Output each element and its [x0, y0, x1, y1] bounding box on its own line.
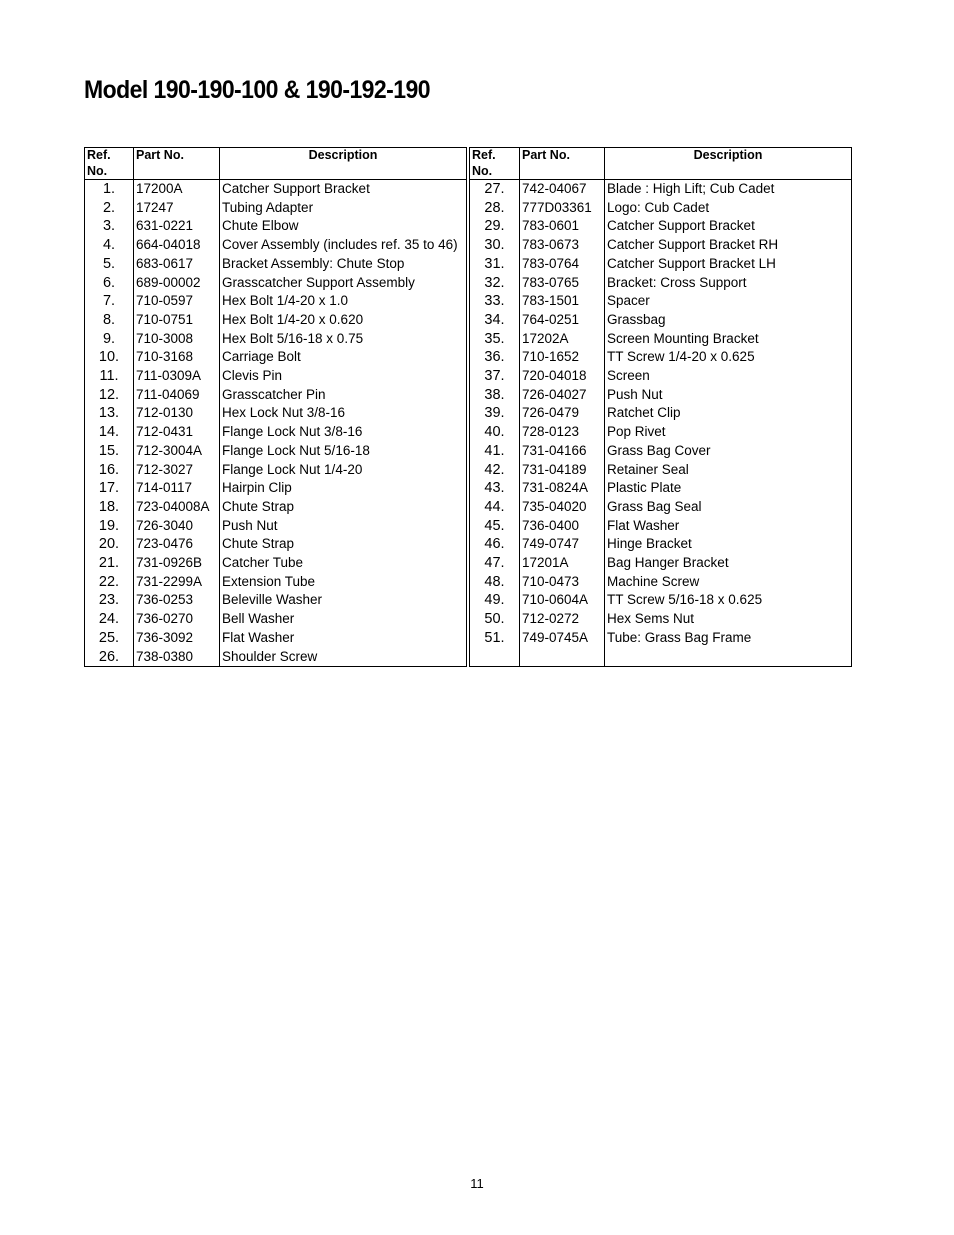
part-description: Chute Strap [220, 535, 467, 554]
part-number: 783-0765 [520, 274, 605, 293]
ref-number: 50. [470, 610, 520, 629]
part-number: 720-04018 [520, 367, 605, 386]
part-number: 731-0926B [134, 554, 220, 573]
part-number: 710-0604A [520, 591, 605, 610]
part-number: 712-3027 [134, 461, 220, 480]
part-number: 726-04027 [520, 386, 605, 405]
part-description: Hex Bolt 1/4-20 x 1.0 [220, 292, 467, 311]
table-row [470, 442, 852, 461]
table-row [470, 236, 852, 255]
part-number: 735-04020 [520, 498, 605, 517]
page-title: Model 190-190-100 & 190-192-190 [84, 76, 430, 104]
table-row [470, 330, 852, 349]
part-number: 710-3008 [134, 330, 220, 349]
table-row [470, 348, 852, 367]
ref-number: 47. [470, 554, 520, 573]
ref-number: 28. [470, 199, 520, 218]
part-number: 749-0747 [520, 535, 605, 554]
part-description: Hex Sems Nut [605, 610, 852, 629]
part-description: Catcher Support Bracket [220, 180, 467, 199]
table-row [470, 573, 852, 592]
ref-number: 13. [85, 404, 134, 423]
part-number: 738-0380 [134, 648, 220, 667]
ref-number: 6. [85, 274, 134, 293]
table-row [470, 535, 852, 554]
part-number: 712-0130 [134, 404, 220, 423]
ref-no-header: Ref. No. [85, 148, 134, 180]
part-description: TT Screw 5/16-18 x 0.625 [605, 591, 852, 610]
ref-number: 46. [470, 535, 520, 554]
table-row [85, 348, 467, 367]
part-number: 712-0272 [520, 610, 605, 629]
part-description: Catcher Support Bracket LH [605, 255, 852, 274]
part-description: Chute Strap [220, 498, 467, 517]
ref-number: 14. [85, 423, 134, 442]
ref-number: 31. [470, 255, 520, 274]
part-number: 736-0400 [520, 517, 605, 536]
ref-number: 12. [85, 386, 134, 405]
part-description: Grasscatcher Pin [220, 386, 467, 405]
ref-number: 49. [470, 591, 520, 610]
part-number: 710-3168 [134, 348, 220, 367]
ref-number: 5. [85, 255, 134, 274]
part-description: Push Nut [605, 386, 852, 405]
ref-number: 33. [470, 292, 520, 311]
table-row [85, 442, 467, 461]
ref-number: 44. [470, 498, 520, 517]
part-number: 731-2299A [134, 573, 220, 592]
table-row [470, 311, 852, 330]
table-row [470, 517, 852, 536]
part-number: 17247 [134, 199, 220, 218]
empty-cell [520, 648, 605, 667]
ref-number: 43. [470, 479, 520, 498]
part-description: Tubing Adapter [220, 199, 467, 218]
ref-number: 27. [470, 180, 520, 199]
part-description: Grasscatcher Support Assembly [220, 274, 467, 293]
part-no-header: Part No. [134, 148, 220, 180]
part-description: Spacer [605, 292, 852, 311]
parts-table-left [84, 147, 467, 667]
empty-cell [470, 648, 520, 667]
table-row [85, 648, 467, 667]
table-row [470, 367, 852, 386]
part-description: Plastic Plate [605, 479, 852, 498]
table-row [470, 386, 852, 405]
part-description: Flange Lock Nut 3/8-16 [220, 423, 467, 442]
ref-number: 16. [85, 461, 134, 480]
ref-number: 24. [85, 610, 134, 629]
table-row [470, 461, 852, 480]
part-description: Pop Rivet [605, 423, 852, 442]
part-number: 631-0221 [134, 217, 220, 236]
part-number: 711-0309A [134, 367, 220, 386]
ref-number: 20. [85, 535, 134, 554]
table-row [470, 404, 852, 423]
part-description: Retainer Seal [605, 461, 852, 480]
part-number: 711-04069 [134, 386, 220, 405]
part-description: Hex Bolt 5/16-18 x 0.75 [220, 330, 467, 349]
part-number: 783-0673 [520, 236, 605, 255]
part-description: Grass Bag Cover [605, 442, 852, 461]
ref-number: 9. [85, 330, 134, 349]
part-number: 783-0764 [520, 255, 605, 274]
table-header-row [85, 148, 467, 180]
ref-number: 34. [470, 311, 520, 330]
table-row [85, 367, 467, 386]
table-row [85, 292, 467, 311]
table-row [85, 517, 467, 536]
empty-cell [605, 648, 852, 667]
part-number: 712-3004A [134, 442, 220, 461]
ref-number: 8. [85, 311, 134, 330]
part-description: Bracket Assembly: Chute Stop [220, 255, 467, 274]
part-description: Push Nut [220, 517, 467, 536]
table-row [85, 479, 467, 498]
ref-number: 30. [470, 236, 520, 255]
ref-number: 26. [85, 648, 134, 667]
part-description: Ratchet Clip [605, 404, 852, 423]
table-row [85, 217, 467, 236]
table-row [85, 274, 467, 293]
ref-number: 45. [470, 517, 520, 536]
table-row [85, 610, 467, 629]
part-number: 736-3092 [134, 629, 220, 648]
table-row [470, 610, 852, 629]
table-row [470, 199, 852, 218]
part-number: 728-0123 [520, 423, 605, 442]
table-row [85, 386, 467, 405]
ref-number: 41. [470, 442, 520, 461]
ref-no-header: Ref. No. [470, 148, 520, 180]
ref-number: 38. [470, 386, 520, 405]
part-number: 726-0479 [520, 404, 605, 423]
part-description: Grassbag [605, 311, 852, 330]
part-number: 736-0253 [134, 591, 220, 610]
part-description: Bag Hanger Bracket [605, 554, 852, 573]
part-number: 731-04189 [520, 461, 605, 480]
description-header: Description [605, 148, 852, 180]
part-number: 710-0473 [520, 573, 605, 592]
table-row [470, 274, 852, 293]
part-number: 726-3040 [134, 517, 220, 536]
part-description: Catcher Tube [220, 554, 467, 573]
table-row [470, 255, 852, 274]
ref-number: 40. [470, 423, 520, 442]
part-description: Bracket: Cross Support [605, 274, 852, 293]
table-row [85, 180, 467, 199]
part-number: 723-04008A [134, 498, 220, 517]
table-row [85, 311, 467, 330]
table-row [470, 591, 852, 610]
part-description: Catcher Support Bracket RH [605, 236, 852, 255]
ref-number: 32. [470, 274, 520, 293]
part-description: Blade : High Lift; Cub Cadet [605, 180, 852, 199]
part-number: 689-00002 [134, 274, 220, 293]
part-description: Screen [605, 367, 852, 386]
part-number: 723-0476 [134, 535, 220, 554]
part-number: 683-0617 [134, 255, 220, 274]
table-row [85, 591, 467, 610]
table-row [470, 292, 852, 311]
part-description: Bell Washer [220, 610, 467, 629]
part-number: 731-0824A [520, 479, 605, 498]
part-description: Grass Bag Seal [605, 498, 852, 517]
table-row [470, 217, 852, 236]
table-row [85, 255, 467, 274]
part-number: 17201A [520, 554, 605, 573]
part-number: 783-0601 [520, 217, 605, 236]
part-description: Hairpin Clip [220, 479, 467, 498]
part-number: 664-04018 [134, 236, 220, 255]
part-description: Chute Elbow [220, 217, 467, 236]
part-number: 749-0745A [520, 629, 605, 648]
table-row [470, 423, 852, 442]
parts-table-right [469, 147, 852, 667]
table-row [470, 479, 852, 498]
table-row [85, 330, 467, 349]
table-row [85, 535, 467, 554]
part-description: Catcher Support Bracket [605, 217, 852, 236]
part-number: 714-0117 [134, 479, 220, 498]
ref-number: 48. [470, 573, 520, 592]
part-number: 17202A [520, 330, 605, 349]
part-number: 736-0270 [134, 610, 220, 629]
page-number: 11 [470, 1176, 484, 1191]
ref-number: 18. [85, 498, 134, 517]
table-row [470, 180, 852, 199]
ref-number: 10. [85, 348, 134, 367]
ref-number: 23. [85, 591, 134, 610]
part-number: 777D03361 [520, 199, 605, 218]
table-row [85, 573, 467, 592]
part-number: 742-04067 [520, 180, 605, 199]
parts-table-left-body [85, 180, 467, 667]
ref-number: 22. [85, 573, 134, 592]
part-description: Carriage Bolt [220, 348, 467, 367]
table-header-row [470, 148, 852, 180]
ref-number: 25. [85, 629, 134, 648]
ref-number: 21. [85, 554, 134, 573]
ref-number: 42. [470, 461, 520, 480]
table-row [85, 461, 467, 480]
ref-number: 39. [470, 404, 520, 423]
part-description: TT Screw 1/4-20 x 0.625 [605, 348, 852, 367]
part-description: Flange Lock Nut 5/16-18 [220, 442, 467, 461]
part-number: 764-0251 [520, 311, 605, 330]
part-number: 710-0751 [134, 311, 220, 330]
part-description: Beleville Washer [220, 591, 467, 610]
part-description: Hex Lock Nut 3/8-16 [220, 404, 467, 423]
table-row [85, 423, 467, 442]
ref-number: 1. [85, 180, 134, 199]
ref-number: 37. [470, 367, 520, 386]
part-number: 17200A [134, 180, 220, 199]
ref-number: 3. [85, 217, 134, 236]
ref-number: 19. [85, 517, 134, 536]
ref-number: 4. [85, 236, 134, 255]
part-number: 712-0431 [134, 423, 220, 442]
parts-table-right-body [470, 180, 852, 667]
part-description: Tube: Grass Bag Frame [605, 629, 852, 648]
part-description: Shoulder Screw [220, 648, 467, 667]
part-description: Screen Mounting Bracket [605, 330, 852, 349]
ref-number: 35. [470, 330, 520, 349]
table-row [85, 404, 467, 423]
part-description: Flat Washer [605, 517, 852, 536]
part-description: Flange Lock Nut 1/4-20 [220, 461, 467, 480]
part-description: Hinge Bracket [605, 535, 852, 554]
ref-number: 29. [470, 217, 520, 236]
ref-number: 17. [85, 479, 134, 498]
table-row [85, 199, 467, 218]
ref-number: 2. [85, 199, 134, 218]
part-no-header: Part No. [520, 148, 605, 180]
ref-number: 36. [470, 348, 520, 367]
description-header: Description [220, 148, 467, 180]
table-row [470, 498, 852, 517]
table-row [85, 629, 467, 648]
table-row [470, 629, 852, 648]
part-description: Logo: Cub Cadet [605, 199, 852, 218]
part-number: 783-1501 [520, 292, 605, 311]
ref-number: 15. [85, 442, 134, 461]
empty-row [470, 648, 852, 667]
ref-number: 7. [85, 292, 134, 311]
part-number: 710-1652 [520, 348, 605, 367]
part-number: 710-0597 [134, 292, 220, 311]
part-description: Machine Screw [605, 573, 852, 592]
table-row [85, 554, 467, 573]
ref-number: 51. [470, 629, 520, 648]
part-description: Flat Washer [220, 629, 467, 648]
part-description: Cover Assembly (includes ref. 35 to 46) [220, 236, 467, 255]
table-row [85, 236, 467, 255]
part-description: Extension Tube [220, 573, 467, 592]
table-row [85, 498, 467, 517]
part-number: 731-04166 [520, 442, 605, 461]
table-row [470, 554, 852, 573]
part-description: Hex Bolt 1/4-20 x 0.620 [220, 311, 467, 330]
part-description: Clevis Pin [220, 367, 467, 386]
ref-number: 11. [85, 367, 134, 386]
